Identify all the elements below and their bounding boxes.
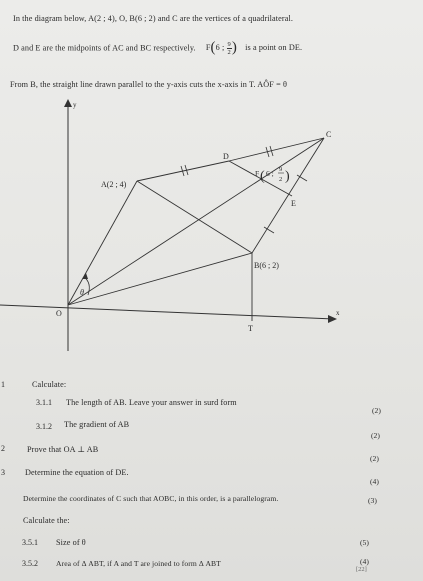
q311-text: The length of AB. Leave your answer in surd form bbox=[66, 398, 237, 407]
intro-line-2-text: D and E are the midpoints of AC and BC respectively. bbox=[13, 43, 196, 53]
label-F-x: 6 ; bbox=[266, 169, 274, 178]
label-D: D bbox=[223, 152, 229, 161]
intro-line-1: In the diagram below, A(2 ; 4), O, B(6 ; 2) and C are the vertices of a quadrilateral. bbox=[13, 14, 293, 23]
q32-text: Prove that OA ⊥ AB bbox=[27, 445, 99, 454]
segment-AB bbox=[137, 181, 252, 253]
q351-text: Size of θ bbox=[56, 538, 86, 547]
point-f-numerator: 9 bbox=[227, 41, 231, 48]
coordinate-diagram bbox=[0, 93, 423, 373]
label-E: E bbox=[291, 199, 296, 208]
q311-number: 3.1.1 bbox=[36, 398, 52, 407]
q33-text: Determine the equation of DE. bbox=[25, 468, 129, 477]
label-T: T bbox=[248, 324, 253, 333]
q32-marks: (2) bbox=[370, 454, 379, 463]
label-O: O bbox=[56, 309, 62, 318]
segment-OA bbox=[68, 181, 137, 305]
y-axis-arrow bbox=[64, 99, 72, 107]
q351-number: 3.5.1 bbox=[22, 538, 38, 547]
q33-marks: (4) bbox=[370, 477, 379, 486]
label-B: B(6 ; 2) bbox=[254, 261, 279, 270]
x-axis bbox=[0, 305, 334, 319]
q312-number: 3.1.2 bbox=[36, 422, 52, 431]
q33-number: 3 bbox=[1, 468, 5, 477]
q352-number: 3.5.2 bbox=[22, 559, 38, 568]
label-A: A(2 ; 4) bbox=[101, 180, 127, 189]
q311-marks: (2) bbox=[372, 406, 381, 415]
q3-text: Calculate: bbox=[32, 380, 67, 389]
point-f-letter: F bbox=[205, 43, 211, 53]
q352-marks: (4) bbox=[360, 557, 369, 566]
y-axis-label: y bbox=[73, 101, 77, 109]
label-F-close-paren: ) bbox=[285, 169, 290, 184]
q35-text: Calculate the: bbox=[23, 516, 70, 525]
label-F-denominator: 2 bbox=[279, 176, 283, 183]
q351-marks: (5) bbox=[360, 538, 369, 547]
segment-OB bbox=[68, 253, 252, 305]
theta-label: θ bbox=[80, 288, 84, 297]
q32-number: 2 bbox=[1, 444, 5, 453]
segment-OC bbox=[68, 138, 324, 305]
intro-line-2 bbox=[13, 40, 302, 57]
x-axis-label: x bbox=[336, 309, 340, 317]
segment-DC bbox=[229, 138, 324, 161]
q3-number: 1 bbox=[1, 380, 5, 389]
q34-marks: (3) bbox=[368, 496, 377, 505]
label-F-open-paren: ( bbox=[260, 169, 265, 184]
label-F bbox=[255, 166, 290, 184]
total-marks: [22] bbox=[356, 566, 367, 573]
q312-marks: (2) bbox=[371, 431, 380, 440]
segment-BC bbox=[252, 138, 324, 253]
point-f-denominator: 2 bbox=[227, 49, 231, 56]
intro-line-3: From B, the straight line drawn parallel to the y-axis cuts the x-axis in T. AÔF = θ bbox=[10, 80, 287, 89]
q352-text: Area of Δ ABT, if A and T are joined to form Δ ABT bbox=[56, 559, 221, 568]
segment-AD bbox=[137, 161, 229, 181]
q34-text: Determine the coordinates of C such that AOBC, in this order, is a parallelogram. bbox=[23, 494, 279, 503]
label-F-numerator: 9 bbox=[279, 166, 283, 173]
intro-line-2-tail: is a point on DE. bbox=[245, 43, 303, 53]
label-C: C bbox=[326, 130, 332, 139]
label-F-letter: F bbox=[255, 169, 260, 178]
point-f-expression: F(6 ; $\frac{9}{2}$ ) bbox=[205, 40, 237, 56]
point-f-x: 6 ; bbox=[215, 43, 225, 53]
q312-text: The gradient of AB bbox=[64, 420, 130, 429]
